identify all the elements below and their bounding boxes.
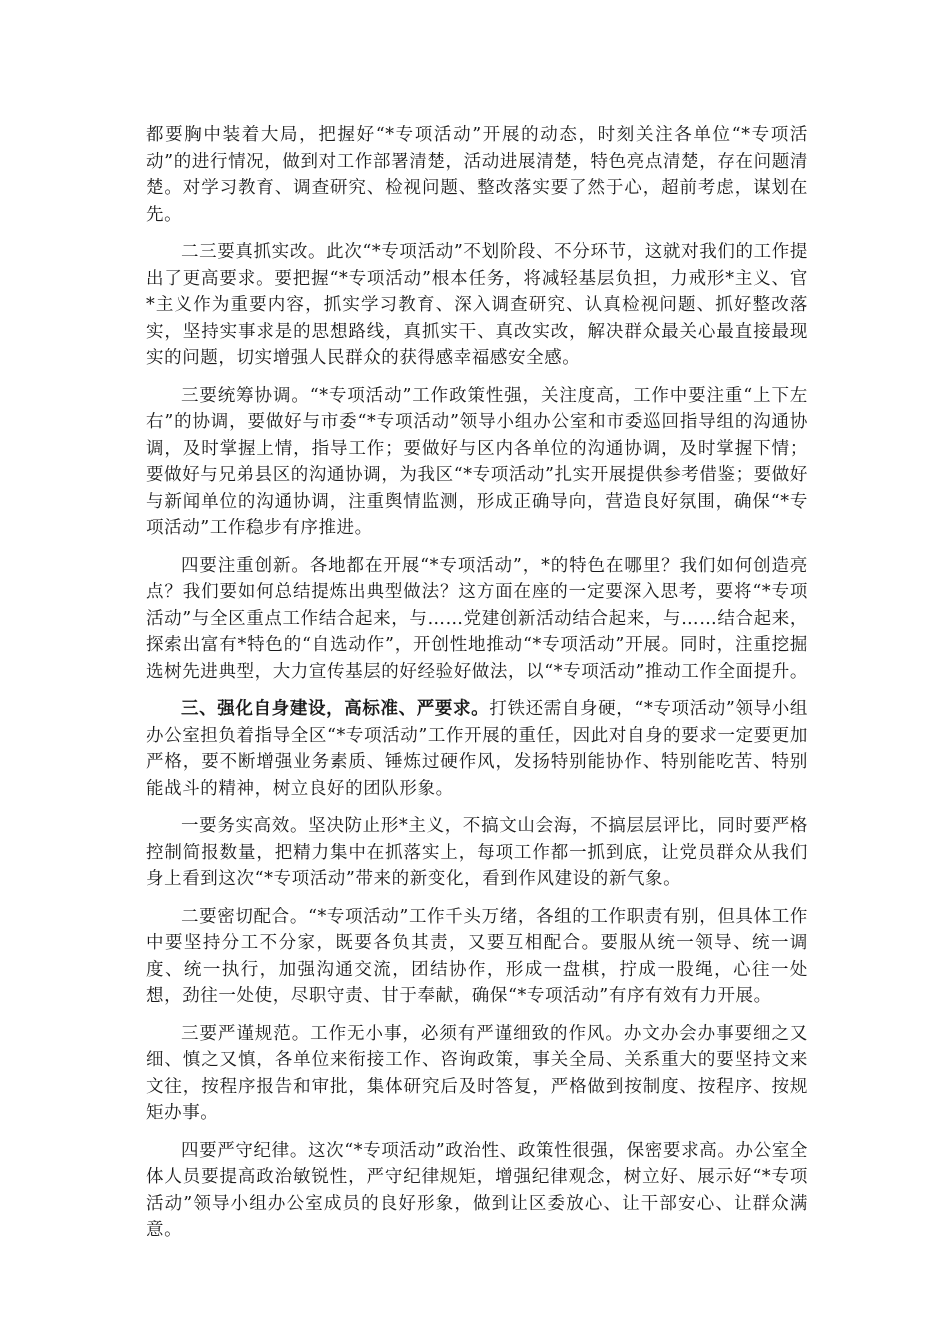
paragraph-text: 三要严谨规范。工作无小事，必须有严谨细致的作风。办文办会办事要细之又细、慎之又慎，各单位来衔接工作、咨询政策，事关全局、关系重大的要坚持文来文往，按程序报告和审批，集体研究后及时答复，严格做到按制度、按程序、按规矩办事。 (146, 1023, 808, 1123)
document-page (146, 122, 808, 1255)
paragraph-text: 一要务实高效。坚决防止形*主义，不搞文山会海，不搞层层评比，同时要严格控制简报数量，把精力集中在抓落实上，每项工作都一抓到底，让党员群众从我们身上看到这次“*专项活动”带来的新变化，看到作风建设的新气象。 (146, 816, 808, 889)
paragraph-mi-qie-pei-he (146, 904, 808, 1010)
paragraph-yan-shou-ji-lv (146, 1138, 808, 1244)
section-heading: 三、强化自身建设，高标准、严要求。 (181, 699, 490, 719)
paragraph-zhu-zhong-chuang-xin (146, 553, 808, 686)
paragraph-yan-jin-gui-fan (146, 1021, 808, 1127)
paragraph-text: 都要胸中装着大局，把握好“*专项活动”开展的动态，时刻关注各单位“*专项活动”的进行情况，做到对工作部署清楚，活动进展清楚，特色亮点清楚，存在问题清楚。对学习教育、调查研究、检视问题、整改落实要了然于心，超前考虑，谋划在先。 (146, 125, 808, 225)
paragraph-text: 四要注重创新。各地都在开展“*专项活动”，*的特色在哪里？我们如何创造亮点？我们要如何总结提炼出典型做法？这方面在座的一定要深入思考，要将“*专项活动”与全区重点工作结合起来，与……党建创新活动结合起来，与……结合起来，探索出富有*特色的“自选动作”，开创性地推动“*专项活动”开展。同时，注重挖掘选树先进典型，大力宣传基层的好经验好做法，以“*专项活动”推动工作全面提升。 (146, 555, 808, 682)
paragraph-text: 三要统筹协调。“*专项活动”工作政策性强，关注度高，工作中要注重“上下左右”的协调，要做好与市委“*专项活动”领导小组办公室和市委巡回指导组的沟通协调，及时掌握上情，指导工作；要做好与区内各单位的沟通协调，及时掌握下情；要做好与兄弟县区的沟通协调，为我区“*专项活动”扎实开展提供参考借鉴；要做好与新闻单位的沟通协调，注重舆情监测，形成正确导向，营造良好氛围，确保“*专项活动”工作稳步有序推进。 (146, 385, 808, 538)
paragraph-zhen-zhua-shi-gai (146, 239, 808, 372)
paragraph-text: 二三要真抓实改。此次“*专项活动”不划阶段、不分环节，这就对我们的工作提出了更高要求。要把握“*专项活动”根本任务，将减轻基层负担，力戒形*主义、官*主义作为重要内容，抓实学习教育、深入调查研究、认真检视问题、抓好整改落实，坚持实事求是的思想路线，真抓实干、真改实改，解决群众最关心最直接最现实的问题，切实增强人民群众的获得感幸福感安全感。 (146, 242, 808, 368)
paragraph-text: 打铁还需自身硬，“*专项活动”领导小组办公室担负着指导全区“*专项活动”工作开展的重任，因此对自身的要求一定要更加严格，要不断增强业务素质、锤炼过硬作风，发扬特别能协作、特别能吃苦、特别能战斗的精神，树立良好的团队形象。 (146, 699, 808, 799)
paragraph-wu-shi-gao-xiao (146, 813, 808, 893)
paragraph-text: 二要密切配合。“*专项活动”工作千头万绪，各组的工作职责有别，但具体工作中要坚持分工不分家，既要各负其责，又要互相配合。要服从统一领导、统一调度、统一执行，加强沟通交流，团结协作，形成一盘棋，拧成一股绳，心往一处想，劲往一处使，尽职守责、甘于奉献，确保“*专项活动”有序有效有力开展。 (146, 906, 808, 1006)
paragraph-section-three (146, 696, 808, 802)
paragraph-text: 四要严守纪律。这次“*专项活动”政治性、政策性很强，保密要求高。办公室全体人员要提高政治敏锐性，严守纪律规矩，增强纪律观念，树立好、展示好“*专项活动”领导小组办公室成员的良好形象，做到让区委放心、让干部安心、让群众满意。 (146, 1140, 808, 1240)
paragraph-tong-chou-xie-tiao (146, 383, 808, 542)
paragraph-continuation (146, 122, 808, 228)
